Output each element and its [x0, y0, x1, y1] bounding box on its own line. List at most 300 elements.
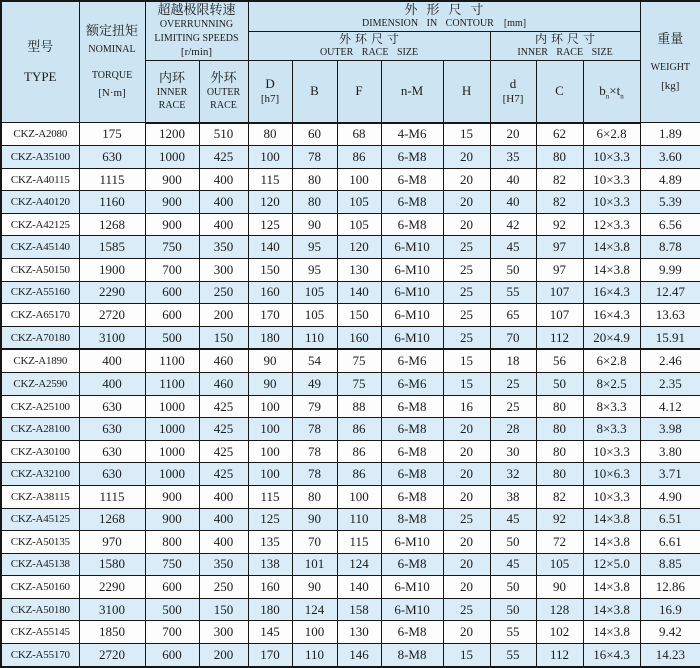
cell-C: 92: [536, 508, 583, 531]
cell-C: 107: [536, 281, 583, 304]
torque-label-zh: 额定扭矩: [85, 23, 138, 38]
dimension-label-en: DIMENSION IN CONTOUR: [362, 18, 494, 30]
cell-B: 78: [292, 463, 337, 486]
cell-n-M: 6-M8: [381, 213, 443, 236]
cell-d: 55: [490, 643, 536, 666]
cell-n-M: 6-M8: [381, 395, 443, 418]
cell-b-t: 6×2.8: [583, 123, 640, 146]
cell-d: 50: [490, 576, 536, 599]
cell-outer-speed: 425: [199, 440, 248, 463]
table-row: [1, 395, 700, 418]
cell-D: 80: [248, 123, 292, 146]
cell-d: 40: [490, 191, 536, 214]
cell-B: 80: [292, 485, 337, 508]
cell-F: 124: [337, 553, 381, 576]
cell-F: 88: [337, 395, 381, 418]
cell-n-M: 6-M10: [381, 531, 443, 554]
cell-outer-speed: 425: [199, 146, 248, 169]
cell-b-t: 12×3.3: [583, 213, 640, 236]
cell-C: 112: [536, 643, 583, 666]
cell-d: 55: [490, 621, 536, 644]
cell-d: 30: [490, 440, 536, 463]
cell-b-t: 10×3.3: [583, 191, 640, 214]
table-row: [1, 553, 700, 576]
cell-weight: 12.47: [640, 281, 700, 304]
col-header-nM: [381, 61, 443, 123]
cell-F: 130: [337, 259, 381, 282]
cell-torque: 630: [79, 146, 145, 169]
cell-b-t: 16×4.3: [583, 304, 640, 327]
cell-H: 20: [443, 168, 490, 191]
cell-weight: 6.61: [640, 531, 700, 554]
cell-F: 100: [337, 485, 381, 508]
cell-n-M: 6-M10: [381, 304, 443, 327]
weight-label-zh: 重量: [657, 30, 684, 46]
cell-type: CKZ-A32100: [1, 463, 79, 486]
cell-B: 90: [292, 213, 337, 236]
cell-inner-speed: 500: [145, 326, 199, 349]
d-label: d: [509, 75, 517, 91]
cell-n-M: 6-M10: [381, 598, 443, 621]
cell-D: 160: [248, 576, 292, 599]
cell-b-t: 10×3.3: [583, 440, 640, 463]
cell-inner-speed: 600: [145, 576, 199, 599]
cell-n-M: 6-M6: [381, 349, 443, 372]
cell-outer-speed: 400: [199, 531, 248, 554]
col-header-H: [443, 61, 490, 123]
col-header-C: [536, 61, 583, 123]
cell-weight: 9.42: [640, 621, 700, 644]
cell-type: CKZ-A1890: [1, 349, 79, 372]
bt-label: $b_n\times t_n$: [599, 82, 624, 101]
cell-torque: 2290: [79, 281, 145, 304]
cell-torque: 1585: [79, 236, 145, 259]
outer-race-label-zh: 外环: [210, 69, 237, 85]
cell-H: 25: [443, 236, 490, 259]
cell-H: 20: [443, 440, 490, 463]
cell-type: CKZ-A2590: [1, 373, 79, 396]
cell-B: 79: [292, 395, 337, 418]
cell-n-M: 6-M10: [381, 576, 443, 599]
cell-B: 78: [292, 440, 337, 463]
cell-inner-speed: 1000: [145, 395, 199, 418]
torque-unit: [N·m]: [98, 87, 126, 100]
cell-outer-speed: 400: [199, 168, 248, 191]
cell-torque: 1268: [79, 213, 145, 236]
col-header-type: [1, 1, 79, 123]
cell-d: 45: [490, 236, 536, 259]
table-row: [1, 281, 700, 304]
table-row: [1, 236, 700, 259]
cell-D: 100: [248, 440, 292, 463]
cell-outer-speed: 400: [199, 508, 248, 531]
table-row: [1, 123, 700, 146]
col-header-inner-speed: [145, 61, 199, 123]
cell-inner-speed: 700: [145, 621, 199, 644]
table-row: [1, 531, 700, 554]
cell-torque: 400: [79, 373, 145, 396]
cell-n-M: 8-M8: [381, 508, 443, 531]
cell-C: 80: [536, 440, 583, 463]
cell-weight: 9.99: [640, 259, 700, 282]
cell-outer-speed: 460: [199, 349, 248, 372]
cell-n-M: 8-M8: [381, 643, 443, 666]
speeds-label-en2: LIMITING SPEEDS: [154, 32, 239, 44]
cell-F: 86: [337, 463, 381, 486]
table-row: [1, 576, 700, 599]
cell-D: 160: [248, 281, 292, 304]
table-row: [1, 485, 700, 508]
H-label: H: [461, 83, 472, 99]
cell-inner-speed: 1000: [145, 440, 199, 463]
cell-weight: 15.91: [640, 326, 700, 349]
col-group-dimension: [248, 1, 640, 32]
F-label: F: [355, 83, 363, 99]
cell-B: 105: [292, 281, 337, 304]
cell-H: 20: [443, 213, 490, 236]
cell-B: 100: [292, 621, 337, 644]
cell-d: 45: [490, 508, 536, 531]
cell-D: 100: [248, 395, 292, 418]
cell-inner-speed: 800: [145, 531, 199, 554]
table-row: [1, 259, 700, 282]
cell-inner-speed: 600: [145, 281, 199, 304]
cell-type: CKZ-A2080: [1, 123, 79, 146]
cell-C: 80: [536, 463, 583, 486]
table-row: [1, 621, 700, 644]
cell-D: 115: [248, 168, 292, 191]
cell-d: 28: [490, 418, 536, 441]
col-header-D: [248, 61, 292, 123]
cell-H: 25: [443, 281, 490, 304]
cell-D: 100: [248, 418, 292, 441]
cell-weight: 3.60: [640, 146, 700, 169]
col-header-torque: [79, 1, 145, 123]
cell-torque: 630: [79, 395, 145, 418]
table-row: [1, 508, 700, 531]
cell-inner-speed: 900: [145, 191, 199, 214]
cell-type: CKZ-A35100: [1, 146, 79, 169]
cell-weight: 3.98: [640, 418, 700, 441]
cell-C: 82: [536, 168, 583, 191]
cell-inner-speed: 900: [145, 213, 199, 236]
cell-b-t: 10×3.3: [583, 485, 640, 508]
cell-outer-speed: 350: [199, 553, 248, 576]
table-row: [1, 304, 700, 327]
col-group-speeds: [145, 1, 248, 61]
cell-D: 100: [248, 146, 292, 169]
cell-weight: 8.78: [640, 236, 700, 259]
cell-D: 145: [248, 621, 292, 644]
B-label: B: [310, 83, 319, 99]
cell-d: 18: [490, 349, 536, 372]
cell-type: CKZ-A70180: [1, 326, 79, 349]
cell-outer-speed: 400: [199, 213, 248, 236]
cell-torque: 1268: [79, 508, 145, 531]
cell-b-t: 14×3.8: [583, 576, 640, 599]
cell-torque: 3100: [79, 326, 145, 349]
inner-race-label-en1: INNER: [156, 86, 188, 98]
cell-weight: 1.89: [640, 123, 700, 146]
cell-n-M: 6-M8: [381, 191, 443, 214]
cell-b-t: 14×3.8: [583, 531, 640, 554]
cell-weight: 2.46: [640, 349, 700, 372]
cell-C: 102: [536, 621, 583, 644]
cell-F: 146: [337, 643, 381, 666]
cell-torque: 2720: [79, 304, 145, 327]
cell-weight: 14.23: [640, 643, 700, 666]
cell-C: 105: [536, 553, 583, 576]
cell-d: 45: [490, 553, 536, 576]
cell-H: 20: [443, 531, 490, 554]
table-row: [1, 440, 700, 463]
cell-C: 97: [536, 236, 583, 259]
cell-F: 140: [337, 576, 381, 599]
cell-H: 15: [443, 123, 490, 146]
cell-C: 97: [536, 259, 583, 282]
cell-weight: 3.80: [640, 440, 700, 463]
cell-D: 90: [248, 373, 292, 396]
cell-H: 15: [443, 349, 490, 372]
cell-B: 78: [292, 418, 337, 441]
cell-b-t: 8×3.3: [583, 418, 640, 441]
cell-outer-speed: 460: [199, 373, 248, 396]
cell-C: 82: [536, 191, 583, 214]
inner-size-label-en: INNER RACE SIZE: [517, 47, 613, 59]
cell-F: 158: [337, 598, 381, 621]
d-tolerance: [H7]: [502, 93, 524, 105]
cell-inner-speed: 600: [145, 643, 199, 666]
cell-B: 90: [292, 508, 337, 531]
dimension-unit: [mm]: [503, 18, 527, 30]
cell-type: CKZ-A55145: [1, 621, 79, 644]
cell-n-M: 6-M8: [381, 168, 443, 191]
cell-C: 92: [536, 213, 583, 236]
cell-d: 50: [490, 598, 536, 621]
cell-inner-speed: 1100: [145, 349, 199, 372]
cell-outer-speed: 425: [199, 463, 248, 486]
cell-D: 125: [248, 213, 292, 236]
cell-outer-speed: 400: [199, 485, 248, 508]
cell-d: 25: [490, 395, 536, 418]
cell-type: CKZ-A55170: [1, 643, 79, 666]
cell-B: 101: [292, 553, 337, 576]
cell-b-t: 16×4.3: [583, 281, 640, 304]
cell-C: 82: [536, 485, 583, 508]
cell-F: 68: [337, 123, 381, 146]
cell-outer-speed: 200: [199, 643, 248, 666]
cell-torque: 1900: [79, 259, 145, 282]
table-body: [1, 123, 700, 667]
cell-H: 25: [443, 598, 490, 621]
cell-B: 54: [292, 349, 337, 372]
cell-n-M: 4-M6: [381, 123, 443, 146]
cell-type: CKZ-A50150: [1, 259, 79, 282]
table-row: [1, 643, 700, 666]
nM-label: n-M: [400, 83, 424, 99]
cell-C: 80: [536, 418, 583, 441]
cell-outer-speed: 300: [199, 621, 248, 644]
cell-b-t: 12×5.0: [583, 553, 640, 576]
cell-d: 65: [490, 304, 536, 327]
cell-outer-speed: 425: [199, 395, 248, 418]
col-header-weight: [640, 1, 700, 123]
cell-b-t: 14×3.8: [583, 259, 640, 282]
cell-D: 150: [248, 259, 292, 282]
cell-C: 50: [536, 373, 583, 396]
cell-b-t: 10×6.3: [583, 463, 640, 486]
table-row: [1, 168, 700, 191]
cell-C: 128: [536, 598, 583, 621]
cell-F: 86: [337, 146, 381, 169]
cell-inner-speed: 500: [145, 598, 199, 621]
col-header-outer-speed: [199, 61, 248, 123]
C-label: C: [555, 83, 564, 99]
col-header-F: [337, 61, 381, 123]
cell-F: 110: [337, 508, 381, 531]
cell-n-M: 6-M10: [381, 236, 443, 259]
cell-D: 135: [248, 531, 292, 554]
cell-F: 115: [337, 531, 381, 554]
cell-C: 90: [536, 576, 583, 599]
cell-type: CKZ-A30100: [1, 440, 79, 463]
torque-label-en2: TORQUE: [91, 69, 133, 81]
cell-inner-speed: 900: [145, 508, 199, 531]
cell-D: 180: [248, 326, 292, 349]
cell-F: 160: [337, 326, 381, 349]
cell-weight: 16.9: [640, 598, 700, 621]
cell-C: 80: [536, 395, 583, 418]
cell-b-t: 16×4.3: [583, 643, 640, 666]
cell-b-t: 8×3.3: [583, 395, 640, 418]
cell-C: 107: [536, 304, 583, 327]
cell-b-t: 14×3.8: [583, 236, 640, 259]
col-header-B: [292, 61, 337, 123]
cell-d: 40: [490, 168, 536, 191]
cell-torque: 3100: [79, 598, 145, 621]
cell-weight: 2.35: [640, 373, 700, 396]
cell-type: CKZ-A28100: [1, 418, 79, 441]
cell-F: 120: [337, 236, 381, 259]
table-row: [1, 326, 700, 349]
cell-type: CKZ-A65170: [1, 304, 79, 327]
cell-inner-speed: 1000: [145, 146, 199, 169]
table-header: [1, 1, 700, 123]
D-label: D: [265, 75, 275, 91]
cell-d: 20: [490, 123, 536, 146]
cell-C: 56: [536, 349, 583, 372]
cell-torque: 175: [79, 123, 145, 146]
table-row: [1, 146, 700, 169]
cell-outer-speed: 300: [199, 259, 248, 282]
table-row: [1, 598, 700, 621]
speeds-unit: [r/min]: [180, 46, 213, 59]
cell-weight: 6.56: [640, 213, 700, 236]
cell-F: 150: [337, 304, 381, 327]
cell-b-t: 10×3.3: [583, 168, 640, 191]
cell-n-M: 6-M8: [381, 146, 443, 169]
cell-H: 20: [443, 146, 490, 169]
cell-torque: 2720: [79, 643, 145, 666]
inner-size-label-zh: 内环尺寸: [535, 32, 600, 47]
cell-d: 35: [490, 146, 536, 169]
speeds-label-en1: OVERRUNNING: [159, 19, 234, 31]
cell-n-M: 6-M8: [381, 463, 443, 486]
cell-outer-speed: 510: [199, 123, 248, 146]
cell-d: 42: [490, 213, 536, 236]
cell-outer-speed: 425: [199, 418, 248, 441]
cell-inner-speed: 700: [145, 259, 199, 282]
cell-weight: 6.51: [640, 508, 700, 531]
cell-D: 90: [248, 349, 292, 372]
cell-d: 70: [490, 326, 536, 349]
cell-D: 120: [248, 191, 292, 214]
cell-B: 95: [292, 236, 337, 259]
cell-weight: 4.90: [640, 485, 700, 508]
cell-D: 140: [248, 236, 292, 259]
cell-torque: 2290: [79, 576, 145, 599]
cell-type: CKZ-A45138: [1, 553, 79, 576]
cell-H: 20: [443, 191, 490, 214]
table-row: [1, 349, 700, 372]
cell-C: 80: [536, 146, 583, 169]
cell-weight: 12.86: [640, 576, 700, 599]
cell-n-M: 6-M10: [381, 259, 443, 282]
weight-label-en: WEIGHT: [650, 62, 691, 73]
cell-outer-speed: 150: [199, 326, 248, 349]
cell-inner-speed: 750: [145, 236, 199, 259]
cell-type: CKZ-A50135: [1, 531, 79, 554]
cell-b-t: 14×3.8: [583, 598, 640, 621]
cell-d: 50: [490, 531, 536, 554]
col-header-bt: [583, 61, 640, 123]
cell-torque: 1160: [79, 191, 145, 214]
cell-B: 110: [292, 326, 337, 349]
col-header-d: [490, 61, 536, 123]
cell-F: 86: [337, 418, 381, 441]
cell-H: 15: [443, 373, 490, 396]
cell-D: 115: [248, 485, 292, 508]
cell-B: 78: [292, 146, 337, 169]
table-row: [1, 191, 700, 214]
cell-D: 138: [248, 553, 292, 576]
cell-outer-speed: 350: [199, 236, 248, 259]
outer-size-label-zh: 外环尺寸: [339, 32, 404, 47]
cell-B: 80: [292, 168, 337, 191]
cell-D: 100: [248, 463, 292, 486]
cell-C: 112: [536, 326, 583, 349]
cell-torque: 1580: [79, 553, 145, 576]
cell-type: CKZ-A40120: [1, 191, 79, 214]
cell-torque: 970: [79, 531, 145, 554]
cell-torque: 630: [79, 418, 145, 441]
cell-outer-speed: 250: [199, 281, 248, 304]
outer-race-label-en2: RACE: [210, 100, 237, 112]
cell-weight: 5.39: [640, 191, 700, 214]
cell-B: 80: [292, 191, 337, 214]
outer-race-label-en1: OUTER: [206, 86, 241, 98]
cell-torque: 630: [79, 440, 145, 463]
cell-inner-speed: 1100: [145, 373, 199, 396]
table-row: [1, 373, 700, 396]
cell-F: 75: [337, 373, 381, 396]
table-row: [1, 463, 700, 486]
cell-n-M: 6-M8: [381, 485, 443, 508]
cell-F: 140: [337, 281, 381, 304]
cell-type: CKZ-A40115: [1, 168, 79, 191]
cell-B: 90: [292, 576, 337, 599]
cell-B: 95: [292, 259, 337, 282]
